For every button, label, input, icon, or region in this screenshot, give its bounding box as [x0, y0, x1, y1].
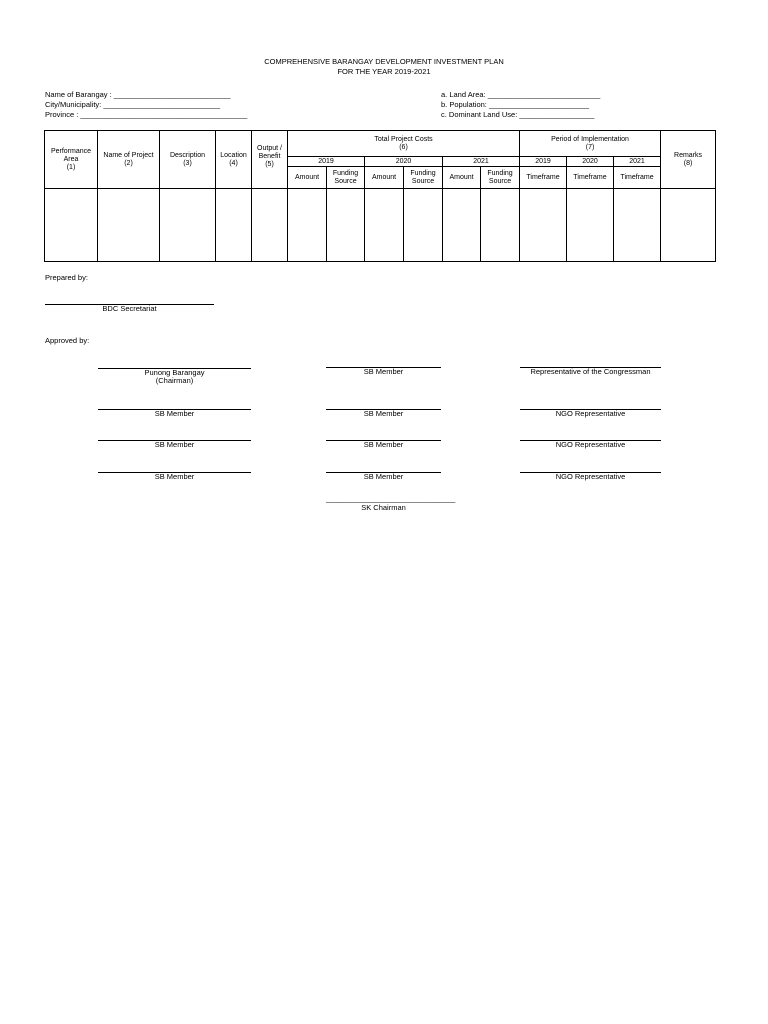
- document-title: COMPREHENSIVE BARANGAY DEVELOPMENT INVESTMENT PLAN: [264, 57, 504, 66]
- dominant-land-use-field: c. Dominant Land Use: __________________: [441, 110, 595, 119]
- bdc-secretariat-label: BDC Secretariat: [102, 304, 157, 313]
- punong-barangay-label: Punong Barangay: [144, 368, 205, 377]
- col-total-project-costs: [288, 131, 520, 157]
- col-description-label: Description: [169, 151, 205, 159]
- chairman-label: (Chairman): [155, 376, 194, 385]
- col-period-label: Period of Implementation: [551, 135, 629, 143]
- table-cell: [614, 189, 661, 262]
- table-cell: [443, 189, 481, 262]
- timeframe-2019: Timeframe: [520, 167, 567, 189]
- period-year-2020: 2020: [567, 157, 614, 167]
- table-cell: [216, 189, 252, 262]
- table-cell: [567, 189, 614, 262]
- cost-year-2020: 2020: [365, 157, 443, 167]
- col-name-of-project-label: Name of Project: [103, 151, 154, 159]
- col-performance-area-label: Performance Area: [50, 147, 92, 163]
- cost-year-2019: 2019: [288, 157, 365, 167]
- period-year-2021: 2021: [614, 157, 661, 167]
- col-output-benefit-number: (5): [265, 161, 274, 168]
- col-location: [216, 131, 252, 189]
- col-output-benefit: [252, 131, 288, 189]
- table-cell: [404, 189, 443, 262]
- table-cell: [661, 189, 716, 262]
- table-cell: [365, 189, 404, 262]
- population-field: b. Population: ________________________: [441, 100, 590, 109]
- col-period-of-implementation: [520, 131, 661, 157]
- barangay-name-field: Name of Barangay : ____________________________: [45, 90, 231, 99]
- col-period-number: (7): [585, 143, 595, 151]
- sb-member-label: SB Member: [363, 440, 404, 449]
- cost-year-2021: 2021: [443, 157, 520, 167]
- amount-2021: Amount: [443, 167, 481, 189]
- funding-source-2020: Funding Source: [404, 167, 443, 189]
- table-cell: [520, 189, 567, 262]
- sk-chairman-signature-line: _______________________________: [326, 494, 456, 503]
- sb-member-label: SB Member: [363, 472, 404, 481]
- prepared-by-label: Prepared by:: [45, 273, 88, 282]
- province-field: Province : ________________________________________: [45, 110, 248, 119]
- table-cell: [160, 189, 216, 262]
- sk-chairman-label: SK Chairman: [361, 503, 406, 512]
- land-area-field: a. Land Area: ___________________________: [441, 90, 601, 99]
- table-cell: [45, 189, 98, 262]
- table-cell: [98, 189, 160, 262]
- col-description-number: (3): [183, 159, 192, 167]
- ngo-rep-label: NGO Representative: [555, 409, 626, 418]
- funding-source-2019: Funding Source: [327, 167, 365, 189]
- document-subtitle: FOR THE YEAR 2019-2021: [337, 67, 431, 76]
- sb-member-label: SB Member: [363, 409, 404, 418]
- col-total-project-costs-number: (6): [399, 143, 408, 151]
- city-municipality-field: City/Municipality: ____________________________: [45, 100, 221, 109]
- table-cell: [481, 189, 520, 262]
- amount-2020: Amount: [365, 167, 404, 189]
- sb-member-label: SB Member: [363, 367, 404, 376]
- approved-by-label: Approved by:: [45, 336, 90, 345]
- sb-member-label: SB Member: [154, 472, 195, 481]
- investment-plan-table: [44, 130, 716, 262]
- sb-member-label: SB Member: [154, 409, 195, 418]
- col-output-benefit-label: Output / Benefit: [257, 145, 282, 160]
- col-remarks: [661, 131, 716, 189]
- col-location-number: (4): [229, 159, 238, 167]
- col-name-of-project: [98, 131, 160, 189]
- timeframe-2021: Timeframe: [614, 167, 661, 189]
- col-name-of-project-number: (2): [124, 159, 133, 167]
- congressman-rep-label: Representative of the Congressman: [530, 367, 651, 376]
- col-remarks-number: (8): [683, 159, 693, 167]
- col-remarks-label: Remarks: [674, 151, 703, 159]
- col-location-label: Location: [220, 151, 247, 159]
- timeframe-2020: Timeframe: [567, 167, 614, 189]
- period-year-2019: 2019: [520, 157, 567, 167]
- funding-source-2021: Funding Source: [481, 167, 520, 189]
- ngo-rep-label: NGO Representative: [555, 472, 626, 481]
- col-total-project-costs-label: Total Project Costs: [374, 135, 433, 143]
- table-row: [45, 189, 716, 262]
- col-performance-area: [45, 131, 98, 189]
- table-cell: [252, 189, 288, 262]
- table-cell: [288, 189, 327, 262]
- table-cell: [327, 189, 365, 262]
- col-description: [160, 131, 216, 189]
- sb-member-label: SB Member: [154, 440, 195, 449]
- ngo-rep-label: NGO Representative: [555, 440, 626, 449]
- col-performance-area-number: (1): [66, 163, 76, 171]
- amount-2019: Amount: [288, 167, 327, 189]
